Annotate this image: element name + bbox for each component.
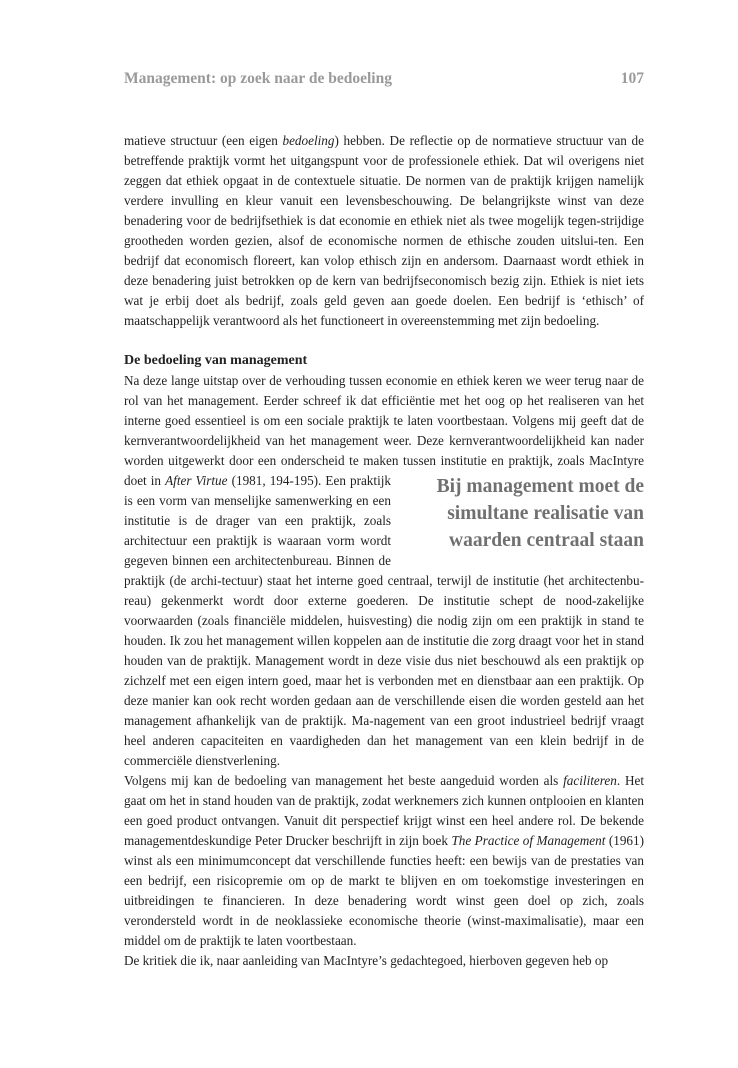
paragraph-2-part-b: (1981, 194-195). Een praktijk is een vorm van menselijke samenwerking en een institutie is de drager van een praktijk, zoals architectuur een praktijk is waaraan vorm wordt gegeven binnen een architectenbureau. Binnen de praktijk (de archi-tectuur) staat het interne goed centraal, terwijl de institutie (het architectenbu-reau) gekenmerkt wordt door externe goederen. De institutie schept de nood-zakelijke voorwaarden (zoals financiële middelen, huisvesting) die nodig zijn om een praktijk in stand te houden. Ik zou het management willen koppelen aan de institutie die zorg draagt voor het in stand houden van de praktijk. Management wordt in deze visie dus niet beschouwd als een praktijk op zichzelf met een eigen intern goed, maar het is verbonden met en dienstbaar aan een praktijk. Op deze manier kan ook recht worden gedaan aan de verschillende eisen die worden gesteld aan het management afhankelijk van de praktijk. Ma-nagement van een groot industrieel bedrijf vraagt heel anderen capaciteiten en vaardigheden dan het management van een klein bedrijf in de commerciële dienstverlening. [124, 473, 644, 768]
paragraph-1-part-a: matieve structuur (een eigen [124, 133, 283, 148]
paragraph-2-part-a: Na deze lange uitstap over de verhouding tussen economie en ethiek keren we weer terug naar de rol van het management. Eerder schreef ik dat efficiëntie met het oog op het realiseren van het interne goed essentieel is om een sociale praktijk te laten voortbestaan. Volgens mij geeft dat de kernverantwoordelijkheid van het management weer. Deze kernverantwoordelijkheid kan nader worden uitgewerkt door een onderscheid te maken tussen institutie en praktijk, zoals MacIntyre doet in [124, 373, 644, 488]
paragraph-3-emphasis: faciliteren [563, 773, 617, 788]
paragraph-4: De kritiek die ik, naar aanleiding van MacIntyre’s gedachtegoed, hierboven gegeven heb op [124, 953, 609, 968]
running-head-title: Management: op zoek naar de bedoeling [124, 70, 392, 87]
paragraph-1-part-b: ) hebben. De reflectie op de normatieve structuur van de betreffende praktijk vormt het uitgangspunt voor de professionele ethiek. Dat wil overigens niet zeggen dat ethiek opgaat in de contextuele situatie. De normen van de praktijk krijgen namelijk verdere invulling en kleur vanuit een levensbeschouwing. De belangrijkste winst van deze benadering voor de bedrijfsethiek is dat economie en ethiek niet als twee mogelijk tegen-strijdige grootheden worden gezien, alsof de economische normen de ethische zouden uitslui-ten. Een bedrijf dat economisch floreert, kan volop ethisch zijn en andersom. Daarnaast wordt ethiek in deze benadering juist betrokken op de kern van bedrijfseconomisch bezig zijn. Ethiek is niet iets wat je erbij doet als bedrijf, zoals geld geven aan goede doelen. Een bedrijf is ‘ethisch’ of maatschappelijk verantwoord als het functioneert in overeenstemming met zijn bedoeling. [124, 133, 644, 328]
section-heading: De bedoeling van management [124, 353, 308, 368]
paragraph-3-part-b: . Het gaat om het in stand houden van de praktijk, zodat werknemers zich kunnen ontplooien en klanten een goed product ontvangen. Vanuit dit perspectief krijgt winst een heel andere rol. De bekende managementdeskundige Peter Drucker beschrijft in zijn boek [124, 773, 644, 848]
page-number: 107 [620, 70, 644, 87]
paragraph-3 [124, 771, 644, 951]
paragraph-3-part-c: (1961) winst als een minimumconcept dat verschillende functies heeft: een bewijs van de prestaties van een bedrijf, een risicopremie om op de markt te blijven en om toekomstige investeringen en uitbreidingen te financieren. In deze benadering wordt winst geen doel op zich, zoals verondersteld wordt in de neoklassieke economische theorie (winst-maximalisatie), maar een middel om de praktijk te laten voortbestaan. [124, 833, 644, 948]
pull-quote: Bij management moet de simultane realisatie van waarden centraal staan [436, 476, 644, 551]
body-text [124, 131, 644, 971]
paragraph-3-book-title: The Practice of Management [451, 833, 606, 848]
running-head [124, 70, 644, 92]
paragraph-2-book-title: After Virtue [165, 473, 228, 488]
paragraph-2 [124, 371, 644, 771]
paragraph-1-emphasis: bedoeling [282, 133, 335, 148]
paragraph-3-part-a: Volgens mij kan de bedoeling van management het beste aangeduid worden als [124, 773, 564, 788]
paragraph-1 [124, 131, 644, 331]
